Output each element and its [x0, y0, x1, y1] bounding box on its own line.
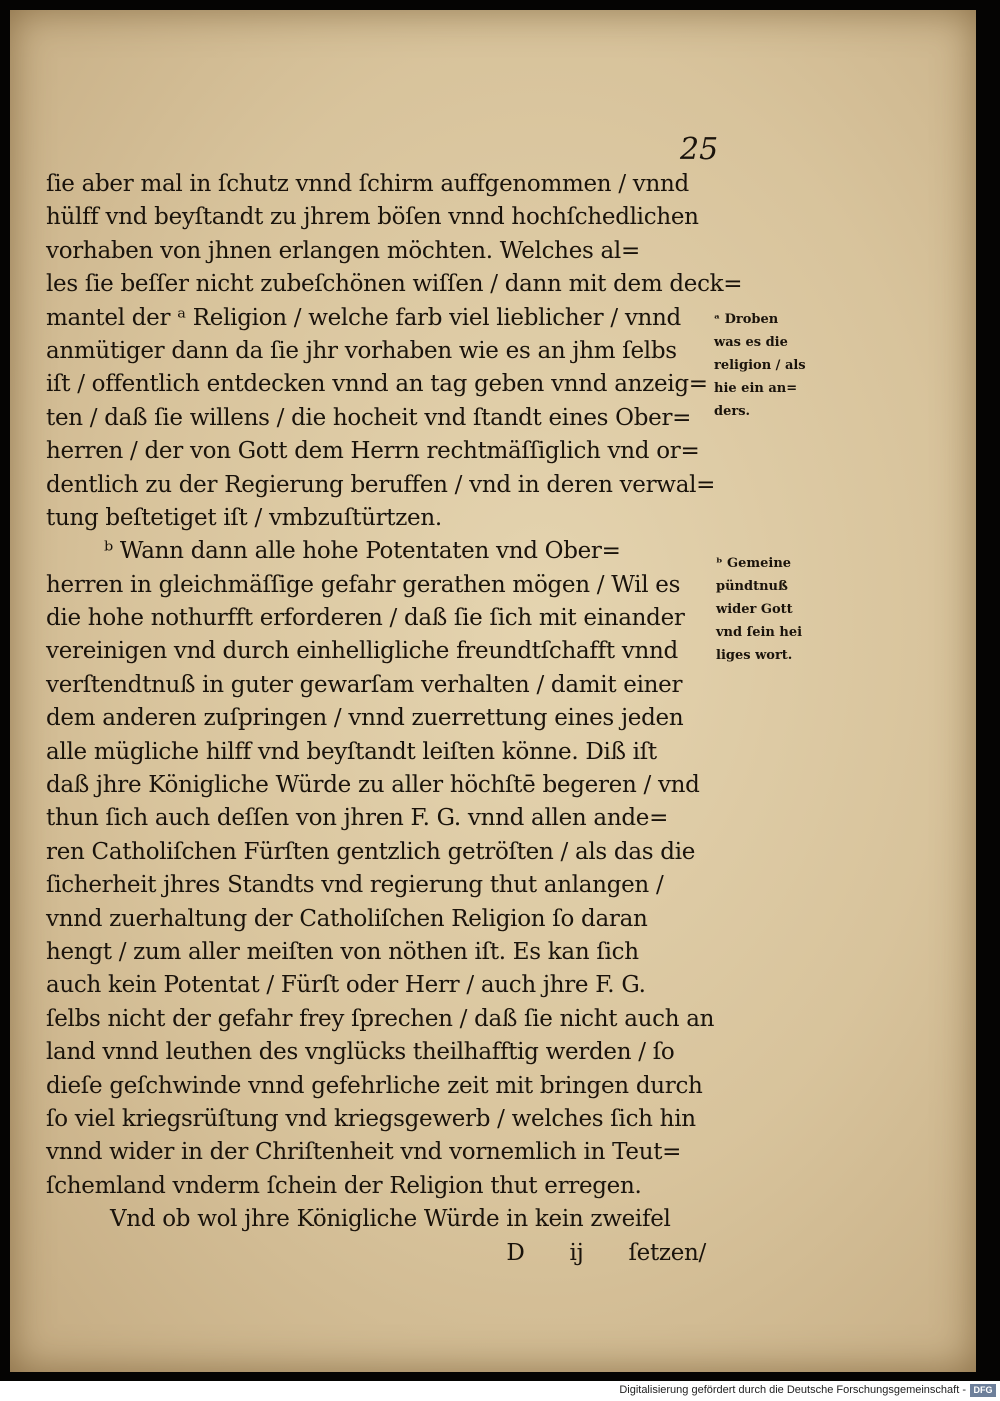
text-line: alle mügliche hilff vnd beyſtandt leiſten könne. Diß iſt [46, 738, 657, 765]
dfg-logo-icon: DFG [970, 1384, 996, 1397]
margin-note-line: ᵇ Gemeine [716, 556, 792, 571]
text-line: ren Catholiſchen Fürſten gentzlich getröſten / als das die [46, 838, 696, 865]
text-line: daß jhre Königliche Würde zu aller höchſtē begeren / vnd [46, 772, 700, 799]
margin-note-line: was es die [714, 335, 788, 350]
text-line: mantel der ᵃ Religion / welche farb viel lieblicher / vnnd [46, 304, 681, 331]
text-line: ten / daß ſie willens / die hocheit vnd ſtandt eines Ober= [46, 404, 692, 431]
text-line: anmütiger dann da ſie jhr vorhaben wie es an jhm ſelbs [46, 337, 677, 364]
text-line: herren in gleichmäſſige gefahr gerathen mögen / Wil es [46, 571, 681, 598]
text-line: land vnnd leuthen des vnglücks theilhafftig werden / ſo [46, 1039, 675, 1066]
text-line: ſo viel kriegsrüſtung vnd kriegsgewerb / welches ſich hin [46, 1105, 696, 1132]
text-line: vnnd wider in der Chriſtenheit vnd vornemlich in Teut= [46, 1139, 682, 1166]
margin-note-line: vnd ſein hei [716, 625, 803, 640]
margin-note-line: religion / als [714, 358, 806, 373]
text-line: hülff vnd beyſtandt zu jhrem böſen vnnd hochſchedlichen [46, 204, 699, 231]
margin-note-b [716, 552, 826, 667]
text-line: auch kein Potentat / Fürſt oder Herr / auch jhre F. G. [46, 972, 646, 999]
signature-catchword-line: D ij ſetzen/ [506, 1239, 706, 1266]
margin-note-a [714, 308, 824, 423]
margin-note-line: ᵃ Droben [714, 312, 779, 327]
text-line: dem anderen zuſpringen / vnnd zuerrettung eines jeden [46, 705, 684, 732]
funding-credit: Digitalisierung gefördert durch die Deutsche Forschungsgemeinschaft - [619, 1384, 966, 1396]
margin-note-line: ders. [714, 404, 751, 419]
text-line: vorhaben von jhnen erlangen möchten. Welches al= [46, 237, 640, 264]
text-line: vnnd zuerhaltung der Catholiſchen Religion ſo daran [46, 905, 648, 932]
text-line: ſie aber mal in ſchutz vnnd ſchirm auffgenommen / vnnd [46, 171, 689, 197]
text-line: ſicherheit jhres Standts vnd regierung thut anlangen / [46, 872, 664, 899]
page-number: 25 [680, 132, 719, 167]
margin-note-line: hie ein an= [714, 381, 798, 396]
text-line: iſt / offentlich entdecken vnnd an tag geben vnnd anzeig= [46, 371, 708, 398]
margin-note-line: pündtnuß [716, 579, 788, 594]
text-line: verſtendtnuß in guter gewarſam verhalten / damit einer [46, 671, 683, 698]
text-line: herren / der von Gott dem Herrn rechtmäſſiglich vnd or= [46, 438, 700, 465]
text-line: die hohe nothurfft erforderen / daß ſie ſich mit einander [46, 605, 685, 632]
text-line: dentlich zu der Regierung beruffen / vnd in deren verwal= [46, 471, 716, 498]
margin-note-line: liges wort. [716, 648, 793, 663]
margin-note-line: wider Gott [716, 602, 793, 617]
text-line: vereinigen vnd durch einhelligliche freundtſchafft vnnd [46, 638, 678, 665]
text-line: ᵇ Wann dann alle hohe Potentaten vnd Ober= [104, 538, 621, 565]
footer-bar [0, 1381, 1000, 1401]
text-line: Vnd ob wol jhre Königliche Würde in kein zweifel [110, 1206, 671, 1233]
text-line: dieſe geſchwinde vnnd gefehrliche zeit mit bringen durch [46, 1072, 703, 1099]
text-line: tung beſtetiget iſt / vmbzuſtürtzen. [46, 504, 442, 531]
text-line: hengt / zum aller meiſten von nöthen iſt. Es kan ſich [46, 938, 639, 965]
text-line: thun ſich auch deſſen von jhren F. G. vnnd allen ande= [46, 805, 669, 832]
book-page [10, 10, 976, 1372]
text-line: ſelbs nicht der gefahr frey ſprechen / daß ſie nicht auch an [46, 1005, 715, 1032]
text-line: ſchemland vnderm ſchein der Religion thut erregen. [46, 1172, 642, 1199]
text-line: les ſie beſſer nicht zubeſchönen wiſſen / dann mit dem deck= [46, 271, 743, 298]
